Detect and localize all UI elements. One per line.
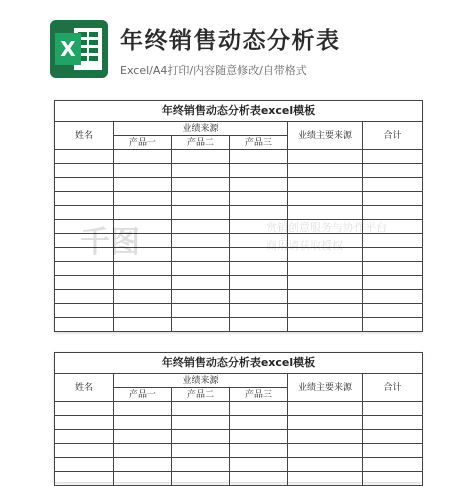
table-cell (172, 206, 230, 220)
table-cell (363, 206, 423, 220)
table-cell (114, 304, 172, 318)
table-cell (288, 262, 363, 276)
table-cell (288, 402, 363, 416)
table-cell (55, 402, 114, 416)
table-cell (288, 248, 363, 262)
header-product-3: 产品三 (230, 388, 288, 402)
table-cell (288, 290, 363, 304)
svg-text:X: X (60, 37, 76, 61)
table-cell (288, 444, 363, 458)
table-cell (55, 164, 114, 178)
table-cell (172, 164, 230, 178)
table-cell (230, 178, 288, 192)
table-cell (363, 458, 423, 472)
table-cell (114, 192, 172, 206)
table-cell (288, 430, 363, 444)
header-source: 业绩主要来源 (288, 374, 363, 402)
header-product-1: 产品一 (114, 388, 172, 402)
sales-table (54, 352, 423, 486)
header-product-1: 产品一 (114, 136, 172, 150)
header (0, 0, 474, 92)
table-cell (55, 458, 114, 472)
table-cell (230, 206, 288, 220)
table-cell (114, 276, 172, 290)
table-cell (363, 402, 423, 416)
table-cell (230, 220, 288, 234)
table-cell (55, 192, 114, 206)
header-group: 业绩来源 (114, 374, 288, 388)
table-cell (230, 276, 288, 290)
table-cell (55, 248, 114, 262)
table-cell (172, 248, 230, 262)
table-cell (230, 416, 288, 430)
table-cell (114, 458, 172, 472)
sheet-preview-2 (54, 352, 422, 482)
table-cell (114, 262, 172, 276)
table-cell (172, 234, 230, 248)
table-cell (363, 234, 423, 248)
table-cell (172, 444, 230, 458)
table-cell (288, 220, 363, 234)
table-cell (363, 444, 423, 458)
header-total: 合计 (363, 374, 423, 402)
header-product-2: 产品二 (172, 388, 230, 402)
table-cell (288, 318, 363, 332)
table-cell (172, 290, 230, 304)
table-cell (363, 290, 423, 304)
table-row (55, 276, 423, 290)
table-cell (55, 150, 114, 164)
table-cell (230, 444, 288, 458)
header-product-2: 产品二 (172, 136, 230, 150)
table-cell (288, 178, 363, 192)
table-cell (55, 206, 114, 220)
table-cell (172, 150, 230, 164)
table-cell (55, 234, 114, 248)
table-row (55, 290, 423, 304)
table-cell (114, 444, 172, 458)
header-source: 业绩主要来源 (288, 122, 363, 150)
table-cell (55, 304, 114, 318)
table-cell (114, 234, 172, 248)
sheet-preview-1 (54, 100, 422, 332)
table-cell (172, 416, 230, 430)
table-cell (363, 318, 423, 332)
table-cell (55, 430, 114, 444)
table-cell (114, 430, 172, 444)
table-cell (230, 164, 288, 178)
table-cell (363, 248, 423, 262)
table-cell (363, 192, 423, 206)
table-cell (363, 150, 423, 164)
sheet-title: 年终销售动态分析表excel模板 (55, 353, 423, 374)
table-cell (230, 150, 288, 164)
table-row (55, 304, 423, 318)
table-cell (288, 458, 363, 472)
table-cell (288, 416, 363, 430)
table-cell (172, 220, 230, 234)
table-cell (114, 178, 172, 192)
table-row (55, 416, 423, 430)
table-row (55, 444, 423, 458)
table-cell (55, 318, 114, 332)
sales-table (54, 100, 423, 332)
table-cell (114, 150, 172, 164)
table-cell (55, 220, 114, 234)
table-cell (114, 220, 172, 234)
table-cell (288, 276, 363, 290)
table-row (55, 164, 423, 178)
table-cell (363, 164, 423, 178)
table-row (55, 150, 423, 164)
page-title: 年终销售动态分析表 (120, 28, 341, 54)
table-cell (230, 458, 288, 472)
table-cell (288, 192, 363, 206)
table-cell (230, 318, 288, 332)
table-row (55, 402, 423, 416)
table-cell (114, 164, 172, 178)
table-cell (172, 304, 230, 318)
table-cell (172, 276, 230, 290)
table-cell (114, 206, 172, 220)
table-cell (114, 248, 172, 262)
table-cell (363, 276, 423, 290)
header-group: 业绩来源 (114, 122, 288, 136)
table-cell (363, 220, 423, 234)
page-subtitle: Excel/A4打印/内容随意修改/自带格式 (120, 64, 307, 77)
header-product-3: 产品三 (230, 136, 288, 150)
table-row (55, 234, 423, 248)
table-cell (172, 402, 230, 416)
table-cell (230, 430, 288, 444)
table-row (55, 458, 423, 472)
header-total: 合计 (363, 122, 423, 150)
table-cell (288, 206, 363, 220)
excel-icon (50, 20, 108, 78)
table-cell (55, 290, 114, 304)
table-cell (363, 262, 423, 276)
table-cell (55, 178, 114, 192)
table-row (55, 178, 423, 192)
table-cell (230, 248, 288, 262)
header-name: 姓名 (55, 122, 114, 150)
sheet-title: 年终销售动态分析表excel模板 (55, 101, 423, 122)
table-cell (172, 458, 230, 472)
table-row (55, 262, 423, 276)
table-row (55, 206, 423, 220)
table-cell (363, 304, 423, 318)
table-cell (288, 234, 363, 248)
table-row (55, 318, 423, 332)
table-cell (55, 262, 114, 276)
table-cell (114, 402, 172, 416)
table-cell (172, 192, 230, 206)
table-cell (55, 416, 114, 430)
table-cell (363, 430, 423, 444)
table-cell (230, 304, 288, 318)
table-cell (172, 430, 230, 444)
table-row (55, 430, 423, 444)
table-cell (172, 262, 230, 276)
table-cell (230, 234, 288, 248)
table-row (55, 248, 423, 262)
table-cell (230, 192, 288, 206)
table-cell (288, 150, 363, 164)
header-name: 姓名 (55, 374, 114, 402)
table-cell (230, 402, 288, 416)
table-cell (288, 304, 363, 318)
table-cell (114, 416, 172, 430)
table-row (55, 220, 423, 234)
table-cell (172, 318, 230, 332)
table-cell (363, 178, 423, 192)
table-cell (55, 444, 114, 458)
table-cell (230, 290, 288, 304)
table-cell (55, 276, 114, 290)
table-cell (288, 164, 363, 178)
table-cell (114, 318, 172, 332)
table-cell (230, 262, 288, 276)
table-cell (114, 290, 172, 304)
table-cell (363, 416, 423, 430)
table-row (55, 192, 423, 206)
table-cell (172, 178, 230, 192)
